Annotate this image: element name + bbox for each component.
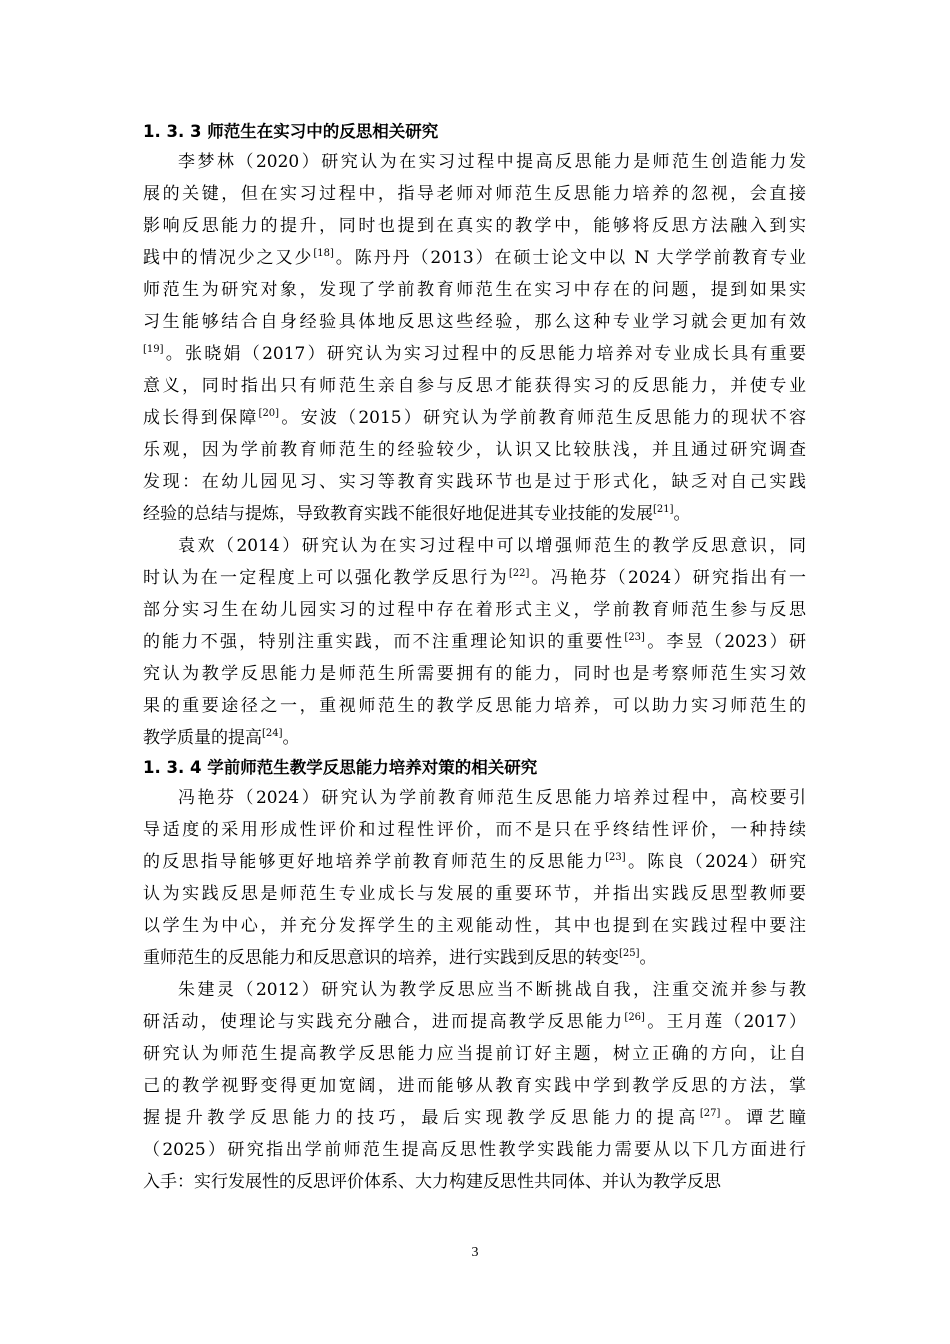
text-line: [143, 338, 806, 370]
section-heading: 1. 3. 3 师范生在实习中的反思相关研究: [143, 122, 439, 141]
paragraph: [143, 974, 806, 1198]
text-line: [143, 146, 806, 178]
text-line: [143, 1166, 806, 1198]
text-line: [143, 498, 806, 530]
paragraph: [143, 530, 806, 754]
citation-marker: [27]: [699, 1108, 721, 1119]
text-run: 重师范生的反思能力和反思意识的培养，进行实践到反思的转变: [143, 948, 619, 968]
text-run: 习生能够结合自身经验具体地反思这些经验，那么这种专业学习就会更加有效: [143, 312, 806, 332]
text-run: 展的关键，但在实习过程中，指导老师对师范生反思能力培养的忽视，会直接: [143, 184, 806, 204]
text-line: [143, 942, 806, 974]
text-run: 意义，同时指出只有师范生亲自参与反思才能获得实习的反思能力，并使专业: [143, 376, 806, 396]
citation-marker: [20]: [258, 408, 280, 419]
text-run: 己的教学视野变得更加宽阔，进而能够从教育实践中学到教学反思的方法，掌: [143, 1076, 806, 1096]
text-run: 经验的总结与提炼，导致教育实践不能很好地促进其专业技能的发展: [143, 504, 653, 524]
text-run: 以学生为中心，并充分发挥学生的主观能动性，其中也提到在实践过程中要注: [143, 916, 806, 936]
text-run: 研究认为师范生提高教学反思能力应当提前订好主题，树立正确的方向，让自: [143, 1044, 806, 1064]
text-line: [143, 242, 806, 274]
text-line: [143, 626, 806, 658]
text-run: 。李昱（2023）研: [644, 632, 807, 652]
text-run: 的反思指导能够更好地培养学前教育师范生的反思能力: [143, 852, 606, 872]
text-line: [143, 1038, 806, 1070]
text-run: 导适度的采用形成性评价和过程性评价，而不是只在乎终结性评价，一种持续: [143, 820, 806, 840]
text-run: 。陈丹丹（2013）在硕士论文中以 N 大学学前教育专业: [333, 248, 806, 268]
citation-marker: [25]: [619, 948, 640, 959]
text-run: 。张晓娟（2017）研究认为实习过程中的反思能力培养对专业成长具有重要: [163, 344, 806, 364]
text-run: 。: [282, 728, 300, 748]
text-run: 。: [673, 504, 691, 524]
text-run: 部分实习生在幼儿园实习的过程中存在着形式主义，学前教育师范生参与反思: [143, 600, 806, 620]
text-line: [143, 306, 806, 338]
text-line: [143, 1070, 806, 1102]
text-run: 握提升教学反思能力的技巧，最后实现教学反思能力的提高: [143, 1108, 700, 1128]
text-run: 。安波（2015）研究认为学前教育师范生反思能力的现状不容: [279, 408, 807, 428]
text-line: [143, 562, 806, 594]
text-run: （2025）研究指出学前师范生提高反思性教学实践能力需要从以下几方面进行: [143, 1140, 806, 1160]
citation-marker: [18]: [313, 248, 334, 259]
text-line: [143, 434, 806, 466]
text-run: 。陈良（2024）研究: [625, 852, 807, 872]
page-number: 3: [471, 1245, 479, 1260]
text-run: 入手：实行发展性的反思评价体系、大力构建反思性共同体、并认为教学反思: [143, 1172, 721, 1192]
text-line: [143, 466, 806, 498]
text-run: 践中的情况少之又少: [143, 248, 314, 268]
citation-marker: [21]: [653, 504, 674, 515]
text-line: [143, 658, 806, 690]
text-line: [143, 974, 806, 1006]
text-run: 的能力不强，特别注重实践，而不注重理论知识的重要性: [143, 632, 625, 652]
paragraph: [143, 146, 806, 530]
text-run: 乐观，因为学前教育师范生的经验较少，认识又比较肤浅，并且通过研究调查: [143, 440, 806, 460]
text-line: [143, 1006, 806, 1038]
text-run: 。: [639, 948, 657, 968]
text-run: 发现：在幼儿园见习、实习等教育实践环节也是过于形式化，缺乏对自己实践: [143, 472, 806, 492]
text-run: 果的重要途径之一，重视师范生的教学反思能力培养，可以助力实习师范生的: [143, 696, 806, 716]
text-line: [143, 846, 806, 878]
text-run: 影响反思能力的提升，同时也提到在真实的教学中，能够将反思方法融入到实: [143, 216, 806, 236]
citation-marker: [24]: [262, 728, 283, 739]
text-run: 成长得到保障: [143, 408, 259, 428]
citation-marker: [23]: [605, 852, 626, 863]
text-run: 教学质量的提高: [143, 728, 262, 748]
citation-marker: [26]: [624, 1012, 645, 1023]
text-line: [143, 370, 806, 402]
text-line: [143, 814, 806, 846]
text-run: 认为实践反思是师范生专业成长与发展的重要环节，并指出实践反思型教师要: [143, 884, 806, 904]
text-line: [143, 878, 806, 910]
text-line: [143, 594, 806, 626]
text-run: 时认为在一定程度上可以强化教学反思行为: [143, 568, 509, 588]
text-line: [143, 210, 806, 242]
text-line: [143, 274, 806, 306]
citation-marker: [23]: [624, 632, 645, 643]
text-run: 研活动，使理论与实践充分融合，进而提高教学反思能力: [143, 1012, 625, 1032]
text-run: 。冯艳芬（2024）研究指出有一: [529, 568, 807, 588]
text-run: 究认为教学反思能力是师范生所需要拥有的能力，同时也是考察师范生实习效: [143, 664, 806, 684]
text-line: [143, 1134, 806, 1166]
text-line: [143, 722, 806, 754]
text-line: [143, 782, 806, 814]
paragraph: [143, 782, 806, 974]
page-body: [143, 118, 806, 1198]
text-line: [143, 1102, 806, 1134]
text-line: [143, 910, 806, 942]
citation-marker: [22]: [508, 568, 530, 579]
text-run: 冯艳芬（2024）研究认为学前教育师范生反思能力培养过程中，高校要引: [178, 788, 806, 808]
text-line: [143, 690, 806, 722]
text-run: 袁欢（2014）研究认为在实习过程中可以增强师范生的教学反思意识，同: [178, 536, 806, 556]
citation-marker: [19]: [143, 344, 164, 355]
text-run: 。谭艺瞳: [720, 1108, 807, 1128]
section-heading: 1. 3. 4 学前师范生教学反思能力培养对策的相关研究: [143, 758, 538, 777]
text-line: [143, 530, 806, 562]
text-run: 李梦林（2020）研究认为在实习过程中提高反思能力是师范生创造能力发: [178, 152, 806, 172]
text-line: [143, 178, 806, 210]
text-run: 朱建灵（2012）研究认为教学反思应当不断挑战自我，注重交流并参与教: [178, 980, 806, 1000]
text-run: 师范生为研究对象，发现了学前教育师范生在实习中存在的问题，提到如果实: [143, 280, 806, 300]
text-run: 。王月莲（2017）: [644, 1012, 807, 1032]
text-line: [143, 402, 806, 434]
